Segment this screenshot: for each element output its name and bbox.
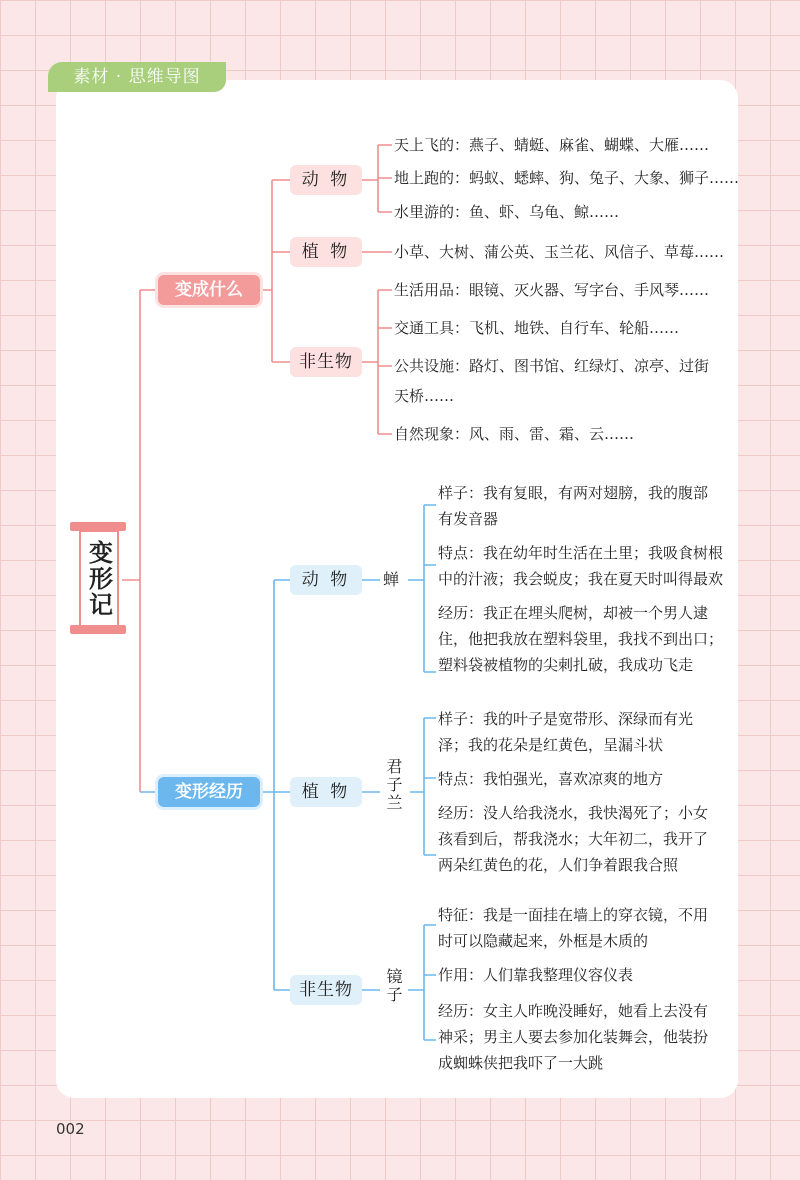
- page-number: 002: [56, 1120, 85, 1138]
- section-tag: 素材 · 思维导图: [48, 62, 226, 92]
- node-animal: 动 物: [290, 165, 362, 195]
- title-text: 变形记: [84, 540, 113, 618]
- mirror-line: 作用：人们靠我整理仪容仪表: [438, 966, 634, 984]
- mirror-line: 成蜘蛛侠把我吓了一大跳: [438, 1054, 604, 1072]
- animal-item: 天上飞的：燕子、蜻蜓、麻雀、蝴蝶、大雁……: [394, 136, 710, 154]
- animal-item: 地上跑的：蚂蚁、蟋蟀、狗、兔子、大象、狮子……: [394, 169, 740, 187]
- node-nonliving-2: 非生物: [290, 975, 362, 1005]
- cicada-line: 有发音器: [438, 510, 499, 528]
- nonliving-item: 天桥……: [394, 387, 455, 405]
- mirror-line: 时可以隐藏起来，外框是木质的: [438, 932, 649, 950]
- node-animal-2: 动 物: [290, 565, 362, 595]
- cicada-line: 经历：我正在埋头爬树，却被一个男人逮: [438, 604, 709, 622]
- clivia-line: 两朵红黄色的花，人们争着跟我合照: [438, 856, 679, 874]
- clivia-label: 君子兰: [384, 758, 403, 812]
- clivia-line: 泽；我的花朵是红黄色，呈漏斗状: [438, 736, 664, 754]
- clivia-line: 样子：我的叶子是宽带形、深绿而有光: [438, 710, 694, 728]
- title-bottom-bar: [70, 625, 126, 634]
- nonliving-item: 自然现象：风、雨、雷、霜、云……: [394, 425, 635, 443]
- nonliving-item: 交通工具：飞机、地铁、自行车、轮船……: [394, 319, 680, 337]
- clivia-line: 孩看到后，帮我浇水；大年初二，我开了: [438, 830, 709, 848]
- clivia-line: 经历：没人给我浇水，我快渴死了；小女: [438, 804, 709, 822]
- cicada-line: 塑料袋被植物的尖刺扎破，我成功飞走: [438, 656, 694, 674]
- nonliving-item: 生活用品：眼镜、灭火器、写字台、手风琴……: [394, 281, 710, 299]
- mirror-label: 镜子: [384, 968, 403, 1004]
- node-plant-2: 植 物: [290, 777, 362, 807]
- cicada-line: 样子：我有复眼，有两对翅膀，我的腹部: [438, 484, 709, 502]
- cicada-line: 特点：我在幼年时生活在土里；我吸食树根: [438, 544, 724, 562]
- branch-what-to-become: 变成什么: [158, 275, 260, 305]
- mirror-line: 经历：女主人昨晚没睡好，她看上去没有: [438, 1002, 709, 1020]
- clivia-line: 特点：我怕强光，喜欢凉爽的地方: [438, 770, 664, 788]
- animal-item: 水里游的：鱼、虾、乌龟、鲸……: [394, 203, 620, 221]
- mirror-line: 特征：我是一面挂在墙上的穿衣镜，不用: [438, 906, 709, 924]
- node-plant: 植 物: [290, 237, 362, 267]
- mirror-line: 神采；男主人要去参加化装舞会，他装扮: [438, 1028, 709, 1046]
- map-title: [74, 522, 122, 634]
- title-frame: [79, 530, 119, 628]
- cicada-line: 中的汁液；我会蜕皮；我在夏天时叫得最欢: [438, 570, 724, 588]
- node-nonliving: 非生物: [290, 347, 362, 377]
- cicada-label: 蝉: [383, 570, 400, 589]
- branch-transformation-experience: 变形经历: [158, 777, 260, 807]
- cicada-line: 住，他把我放在塑料袋里，我找不到出口；: [438, 630, 724, 648]
- plant-text: 小草、大树、蒲公英、玉兰花、风信子、草莓……: [394, 243, 725, 261]
- nonliving-item: 公共设施：路灯、图书馆、红绿灯、凉亭、过街: [394, 357, 710, 375]
